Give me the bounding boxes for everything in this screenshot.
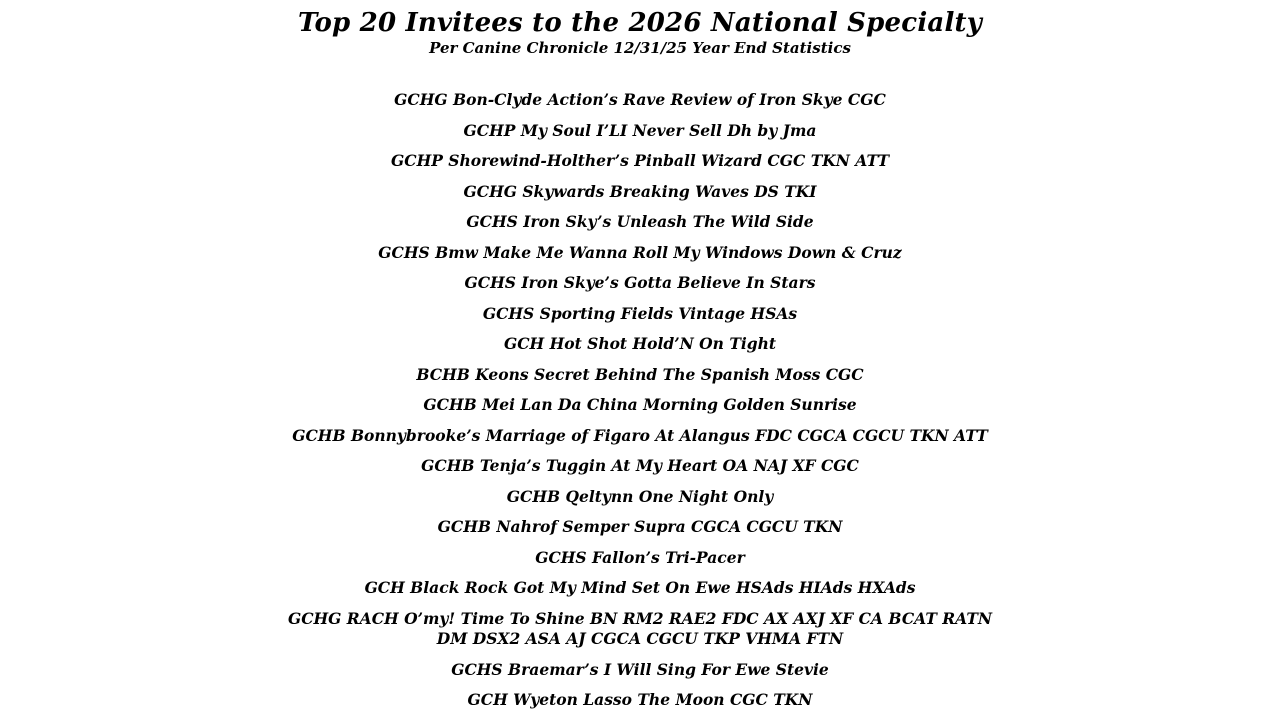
invitee-name: GCHS Bmw Make Me Wanna Roll My Windows Down & Cruz bbox=[378, 242, 902, 262]
invitee-entry-10 bbox=[0, 363, 1280, 394]
invitee-entry-9 bbox=[0, 332, 1280, 363]
invitee-name: GCHP Shorewind-Holther’s Pinball Wizard CGC TKN ATT bbox=[391, 151, 889, 170]
invitee-name: GCH Wyeton Lasso The Moon CGC TKN bbox=[467, 690, 813, 709]
invitee-entry-1 bbox=[0, 88, 1280, 119]
invitee-entry-15 bbox=[0, 515, 1280, 546]
invitee-name: GCHS Fallon’s Tri-Pacer bbox=[535, 547, 745, 567]
invitee-name: GCHB Mei Lan Da China Morning Golden Sunrise bbox=[423, 395, 857, 414]
invitee-entry-12 bbox=[0, 424, 1280, 455]
invitee-name: GCH Hot Shot Hold’N On Tight bbox=[503, 334, 777, 353]
invitee-name: BCHB Keons Secret Behind The Spanish Moss CGC bbox=[416, 364, 864, 384]
invitee-entry-13 bbox=[0, 454, 1280, 485]
invitee-name: GCH Black Rock Got My Mind Set On Ewe HSAds HIAds HXAds bbox=[364, 578, 916, 597]
invitee-name: GCHS Sporting Fields Vintage HSAs bbox=[482, 303, 798, 323]
invitee-name: GCHG Bon-Clyde Action’s Rave Review of Iron Skye CGC bbox=[394, 90, 886, 109]
invitee-name: GCHB Qeltynn One Night Only bbox=[506, 486, 774, 506]
document-title: Top 20 Invitees to the 2026 National Specialty bbox=[297, 8, 983, 38]
invitee-name: GCHG Skywards Breaking Waves DS TKI bbox=[463, 181, 817, 201]
invitee-entry-7 bbox=[0, 271, 1280, 302]
invitee-name: GCHB Tenja’s Tuggin At My Heart OA NAJ XF CGC bbox=[421, 456, 859, 475]
document-subtitle: Per Canine Chronicle 12/31/25 Year End Statistics bbox=[429, 39, 851, 57]
invitee-name: GCHS Iron Sky’s Unleash The Wild Side bbox=[466, 212, 814, 231]
invitee-entry-5 bbox=[0, 210, 1280, 241]
invitee-entry-8 bbox=[0, 302, 1280, 333]
invitee-entry-17 bbox=[0, 576, 1280, 607]
invitee-entry-2 bbox=[0, 119, 1280, 150]
invitee-name: GCHB Bonnybrooke’s Marriage of Figaro At Alangus FDC CGCA CGCU TKN ATT bbox=[292, 425, 988, 445]
invitee-name: GCHG RACH O’my! Time To Shine BN RM2 RAE2 FDC AX AXJ XF CA BCAT RATN bbox=[287, 608, 993, 628]
invitee-entry-4 bbox=[0, 180, 1280, 211]
invitee-name: GCHP My Soul I’LI Never Sell Dh by Jma bbox=[463, 120, 817, 140]
invitee-entry-16 bbox=[0, 546, 1280, 577]
invitee-entry-11 bbox=[0, 393, 1280, 424]
invitee-list bbox=[0, 88, 1280, 719]
invitee-name: GCHS Braemar’s I Will Sing For Ewe Stevie bbox=[451, 659, 829, 679]
invitee-name: GCHB Nahrof Semper Supra CGCA CGCU TKN bbox=[437, 517, 843, 536]
invitee-entry-19 bbox=[0, 658, 1280, 689]
invitee-name-continued: DM DSX2 ASA AJ CGCA CGCU TKP VHMA FTN bbox=[436, 628, 844, 648]
invitee-name: GCHS Iron Skye’s Gotta Believe In Stars bbox=[464, 273, 816, 292]
invitee-entry-18 bbox=[0, 607, 1280, 658]
invitee-entry-20 bbox=[0, 688, 1280, 719]
invitee-entry-14 bbox=[0, 485, 1280, 516]
invitee-entry-3 bbox=[0, 149, 1280, 180]
invitee-entry-6 bbox=[0, 241, 1280, 272]
